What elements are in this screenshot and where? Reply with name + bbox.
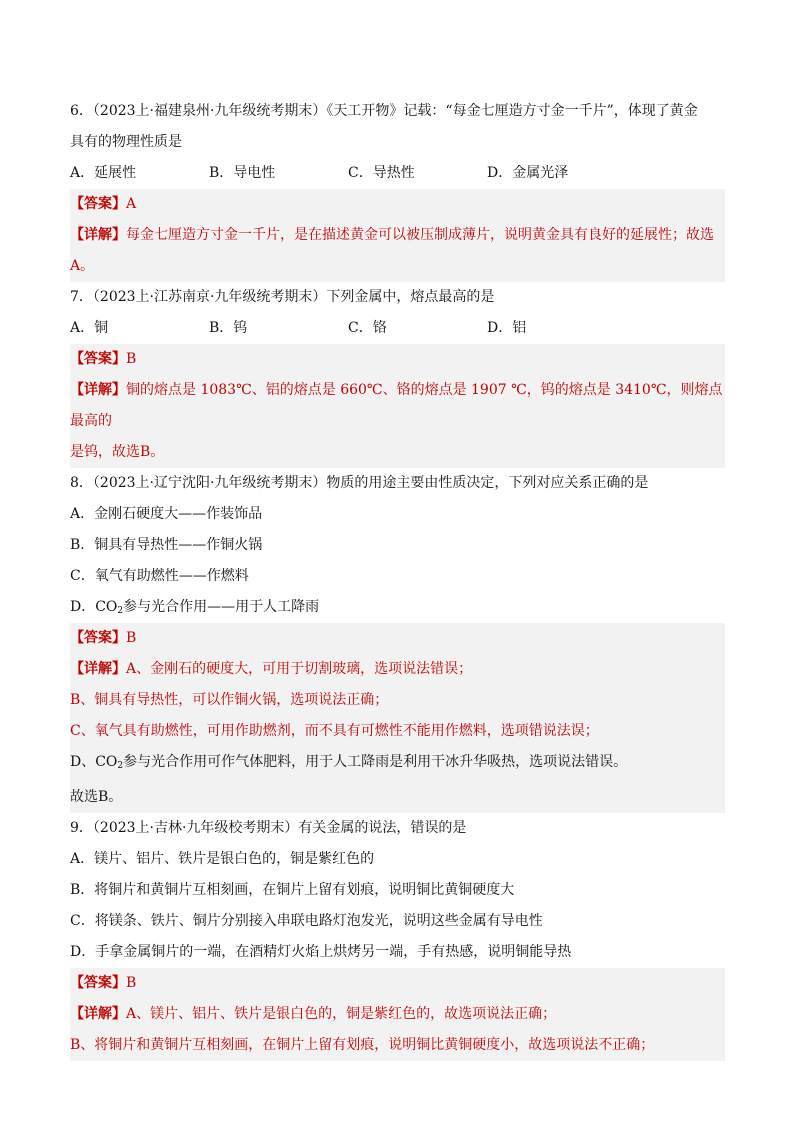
option-b: B．导电性 (209, 165, 276, 181)
detail-text: 铜的熔点是 1083℃、铝的熔点是 660℃、铬的熔点是 1907 ℃，钨的熔点是 3410℃，则熔点最高的 (70, 382, 723, 429)
answer-line (70, 189, 725, 220)
answer-value: B (126, 351, 137, 367)
detail-line: C、氧气具有助燃性，可用作助燃剂，而不具有可燃性不能用作燃料，选项错说法误； (70, 723, 599, 739)
option-c: C．导热性 (348, 165, 415, 181)
option-c: C．氧气有助燃性——作燃料 (70, 568, 249, 584)
option-b: B．将铜片和黄铜片互相刻画，在铜片上留有划痕，说明铜比黄铜硬度大 (70, 882, 515, 898)
answer-value: B (126, 630, 137, 646)
detail-line (70, 654, 725, 685)
option-a: A．金刚石硬度大——作装饰品 (70, 506, 263, 522)
option-d: D．手拿金属铜片的一端，在酒精灯火焰上烘烤另一端，手有热感，说明铜能导热 (70, 944, 572, 960)
detail-tag: 【详解】 (70, 382, 126, 398)
question-6 (70, 96, 725, 282)
answer-tag: 【答案】 (70, 630, 126, 646)
detail-suffix: 参与光合作用可作气体肥料，用于人工降雨是利用干冰升华吸热，选项说法错误。 (123, 754, 628, 770)
detail-line: B、将铜片和黄铜片互相刻画，在铜片上留有划痕，说明铜比黄铜硬度小，故选项说法不正确； (70, 1037, 655, 1053)
detail-line (70, 999, 725, 1030)
detail-line: 是钨，故选B。 (70, 444, 165, 460)
question-stem-cont: 具有的物理性质是 (70, 134, 182, 150)
options-row (70, 158, 725, 189)
question-9 (70, 813, 725, 1061)
answer-value: B (126, 975, 137, 991)
question-7 (70, 282, 725, 468)
detail-line: 故选B。 (70, 789, 123, 805)
answer-line (70, 623, 725, 654)
option-b: B．铜具有导热性——作铜火锅 (70, 537, 263, 553)
answer-line (70, 344, 725, 375)
option-a: A．铜 (70, 320, 109, 336)
detail-text: 每金七厘造方寸金一千片，是在描述黄金可以被压制成薄片，说明黄金具有良好的延展性；故选 (126, 227, 714, 243)
options-row (70, 313, 725, 344)
option-a: A．延展性 (70, 165, 137, 181)
detail-subscript: 2 (117, 761, 124, 771)
answer-block (70, 344, 725, 468)
detail-tag: 【详解】 (70, 227, 126, 243)
detail-tag: 【详解】 (70, 661, 126, 677)
option-d-prefix: D．CO (70, 599, 118, 615)
detail-line: B、铜具有导热性，可以作铜火锅，选项说法正确； (70, 692, 389, 708)
detail-text: A、镁片、铝片、铁片是银白色的，铜是紫红色的，故选项说法正确； (126, 1006, 557, 1022)
option-c: C．铬 (348, 320, 387, 336)
question-stem: 7．（2023上·江苏南京·九年级统考期末）下列金属中，熔点最高的是 (70, 289, 495, 305)
detail-line: A。 (70, 258, 95, 274)
answer-tag: 【答案】 (70, 196, 126, 212)
answer-value: A (126, 196, 137, 212)
detail-prefix: D、CO (70, 754, 118, 770)
option-d-suffix: 参与光合作用——用于人工降雨 (123, 599, 320, 615)
detail-tag: 【详解】 (70, 1006, 126, 1022)
option-d (70, 592, 725, 623)
question-8 (70, 468, 725, 813)
option-b: B．钨 (209, 320, 248, 336)
option-d: D．铝 (487, 320, 527, 336)
option-c: C．将镁条、铁片、铜片分别接入串联电路灯泡发光，说明这些金属有导电性 (70, 913, 543, 929)
answer-block (70, 189, 725, 282)
answer-tag: 【答案】 (70, 975, 126, 991)
option-d: D．金属光泽 (487, 165, 569, 181)
detail-line (70, 747, 725, 782)
detail-line (70, 220, 725, 251)
question-stem: 6．（2023上·福建泉州·九年级统考期末）《天工开物》记载：“每金七厘造方寸金一千片”，体现了黄金 (70, 103, 698, 119)
option-a: A．镁片、铝片、铁片是银白色的，铜是紫红色的 (70, 851, 375, 867)
question-stem: 8．（2023上·辽宁沈阳·九年级统考期末）物质的用途主要由性质决定，下列对应关系正确的是 (70, 475, 649, 491)
document-page (70, 96, 725, 1061)
answer-tag: 【答案】 (70, 351, 126, 367)
option-d-subscript: 2 (117, 606, 124, 616)
answer-line (70, 968, 725, 999)
answer-block (70, 968, 725, 1061)
question-stem: 9．（2023上·吉林·九年级校考期末）有关金属的说法，错误的是 (70, 820, 467, 836)
answer-block (70, 623, 725, 813)
detail-line (70, 375, 725, 437)
detail-text: A、金刚石的硬度大，可用于切割玻璃，选项说法错误； (126, 661, 473, 677)
